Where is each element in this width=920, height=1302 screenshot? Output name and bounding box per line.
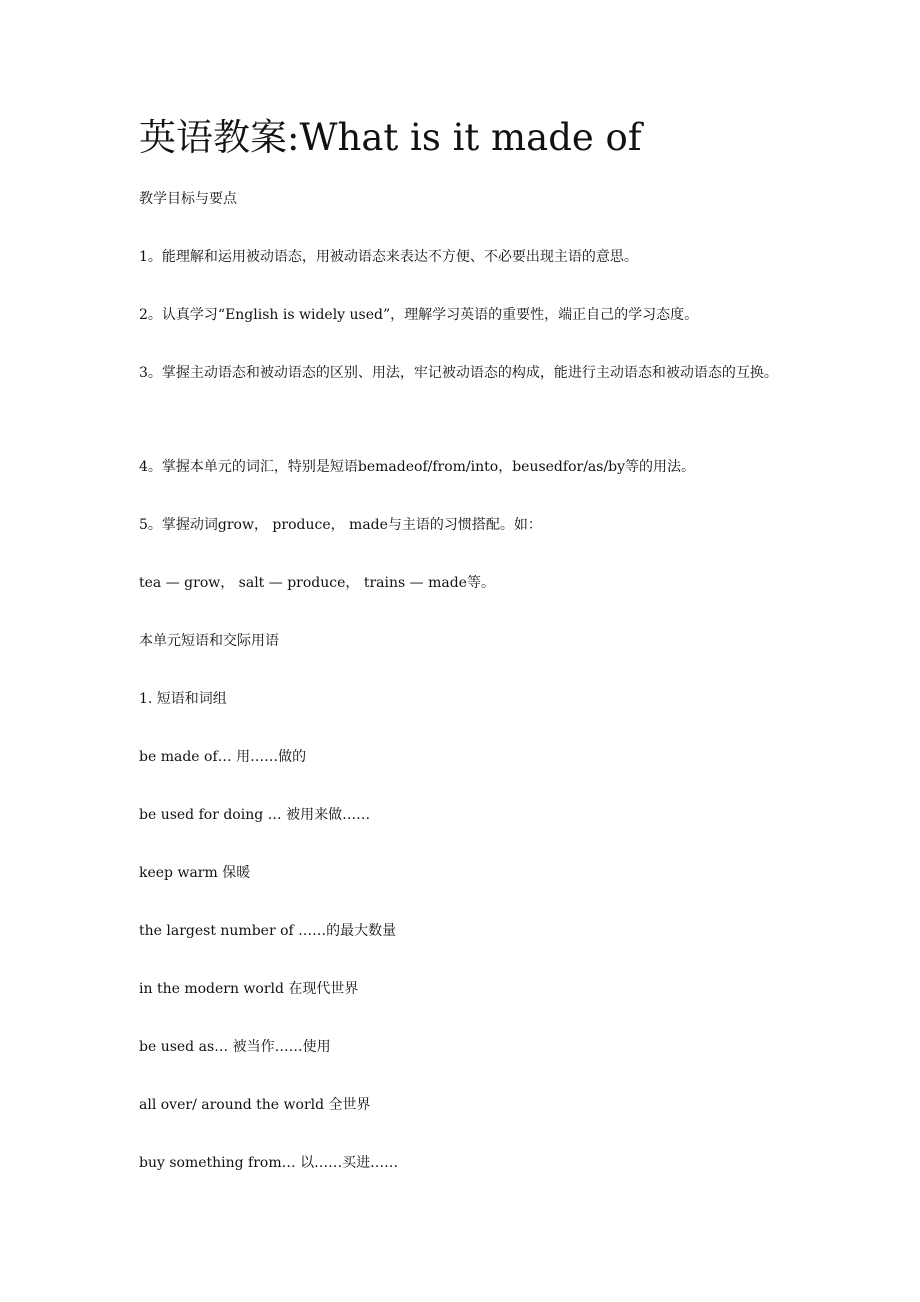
- section-heading-phrases: 本单元短语和交际用语: [139, 633, 279, 649]
- phrase-item: all over/ around the world 全世界: [139, 1097, 371, 1113]
- objective-item-5: 5。掌握动词grow， produce， made与主语的习惯搭配。如：: [139, 517, 542, 533]
- phrase-item: buy something from… 以……买进……: [139, 1155, 399, 1171]
- phrase-item: be made of… 用……做的: [139, 749, 307, 765]
- phrase-item: be used for doing … 被用来做……: [139, 807, 371, 823]
- objective-item-2: 2。认真学习“English is widely used”，理解学习英语的重要性，端正自己的学习态度。: [139, 307, 699, 323]
- phrase-item: be used as… 被当作……使用: [139, 1039, 331, 1055]
- document-title: 英语教案:What is it made of: [139, 116, 642, 159]
- phrase-item: keep warm 保暖: [139, 865, 251, 881]
- objective-item-4: 4。掌握本单元的词汇，特别是短语bemadeof/from/into，beusedfor/as/by等的用法。: [139, 459, 696, 475]
- subsection-heading-phrases: 1. 短语和词组: [139, 691, 227, 707]
- objective-item-3: 3。掌握主动语态和被动语态的区别、用法，牢记被动语态的构成，能进行主动语态和被动语态的互换。: [139, 365, 778, 381]
- objective-item-1: 1。能理解和运用被动语态，用被动语态来表达不方便、不必要出现主语的意思。: [139, 249, 638, 265]
- phrase-item: the largest number of ……的最大数量: [139, 923, 397, 939]
- collocation-examples: tea — grow， salt — produce， trains — made等。: [139, 575, 495, 591]
- section-heading-objectives: 教学目标与要点: [139, 191, 237, 207]
- phrase-item: in the modern world 在现代世界: [139, 981, 359, 997]
